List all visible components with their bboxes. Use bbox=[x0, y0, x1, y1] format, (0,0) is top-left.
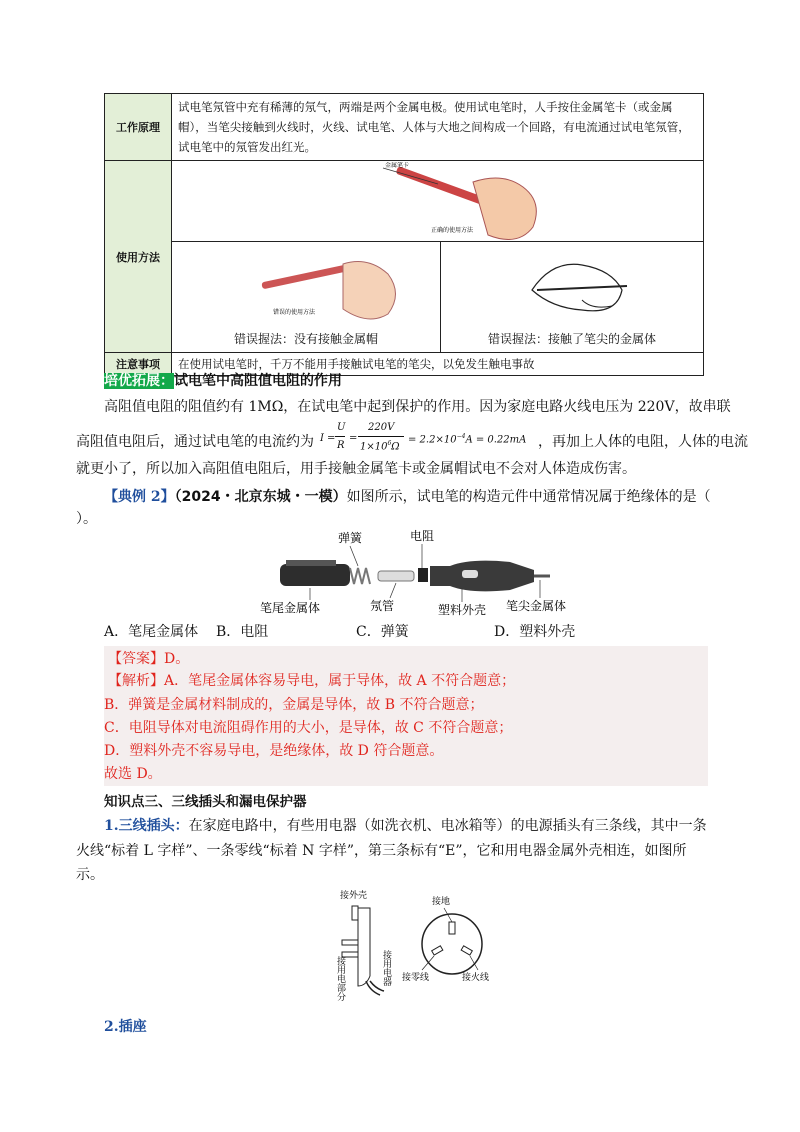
example-tag: 【典例 2】 bbox=[104, 489, 175, 505]
pen-hand-correct-icon bbox=[173, 162, 693, 240]
option-b: B．电阻 bbox=[216, 624, 269, 640]
answer-line: 【答案】D。 bbox=[108, 651, 190, 667]
row-label: 使用方法 bbox=[105, 161, 172, 353]
label-neon: 氖管 bbox=[370, 599, 395, 613]
extension-heading bbox=[104, 370, 342, 392]
pen-hand-wrong1-icon bbox=[173, 250, 439, 330]
extension-para: 就更小了，所以加入高阻值电阻后，用手接触金属笔卡或金属帽试电不会对人体造成伤害。 bbox=[76, 461, 636, 477]
answer-line: D．塑料外壳不容易导电，是绝缘体，故 D 符合题意。 bbox=[104, 743, 444, 759]
wrong-usage-2 bbox=[441, 242, 704, 353]
example-source: （2024・北京东城・一模） bbox=[174, 489, 347, 505]
label-live: 接火线 bbox=[462, 973, 490, 983]
option-c: C．弹簧 bbox=[356, 624, 409, 640]
correct-usage-figure bbox=[172, 161, 704, 242]
row-label: 注意事项 bbox=[105, 353, 172, 376]
sub-title: 三线插头： bbox=[118, 818, 189, 834]
label-part: 接用电部分 bbox=[335, 956, 345, 1001]
example-question: 【典例 2】（2024・北京东城・一模）如图所示，试电笔的构造元件中通常情况属于绝缘体的是（ bbox=[104, 489, 711, 505]
three-pin-plug-figure bbox=[322, 886, 522, 1006]
current-formula: I = U R = 220V $1\times 10^6\Omega$ = $2.2\times 10^{-4}A = 0.22mA$ bbox=[320, 422, 527, 453]
caption: 错误握法：没有接触金属帽 bbox=[233, 332, 378, 346]
extension-para: 高阻值电阻的阻值约有 1MΩ，在试电笔中起到保护的作用。因为家庭电路火线电压为 220V，故串联 bbox=[104, 399, 731, 415]
option-a: A．笔尾金属体 bbox=[104, 624, 199, 640]
figure-label: 错误的使用方法 bbox=[273, 309, 316, 316]
extension-tag: 培优拓展： bbox=[104, 373, 174, 389]
answer-line: C．电阻导体对电流阻碍作用的大小，是导体，故 C 不符合题意； bbox=[104, 720, 513, 736]
label-tail: 笔尾金属体 bbox=[260, 601, 321, 615]
extension-para: ，再加上人体的电阻，人体的电流 bbox=[538, 434, 748, 450]
table-row bbox=[105, 94, 704, 161]
answer-line: 【解析】A．笔尾金属体容易导电，属于导体，故 A 不符合题意； bbox=[108, 673, 516, 689]
label-ground: 接地 bbox=[432, 897, 451, 907]
label-resistor: 电阻 bbox=[410, 529, 435, 543]
example-question-end: ）。 bbox=[76, 511, 97, 527]
knowledge-para: 示。 bbox=[76, 867, 104, 883]
extension-para: 高阻值电阻后，通过试电笔的电流约为 bbox=[76, 434, 314, 450]
label-shell: 塑料外壳 bbox=[438, 603, 487, 617]
extension-title: 试电笔中高阻值电阻的作用 bbox=[174, 373, 342, 389]
label-shell: 接外壳 bbox=[340, 891, 368, 901]
answer-panel bbox=[104, 646, 708, 786]
knowledge-para: 火线“标着 L 字样”、一条零线“标着 N 字样”，第三条标有“E”，它和用电器金属外壳相连，如图所 bbox=[76, 843, 687, 859]
label-spring: 弹簧 bbox=[338, 531, 363, 545]
wrong-usage-1 bbox=[172, 242, 441, 353]
label-device: 接用电器 bbox=[381, 950, 391, 986]
label-neutral: 接零线 bbox=[402, 973, 430, 983]
knowledge-para: 1.三线插头：在家庭电路中，有些用电器（如洗衣机、电冰箱等）的电源插头有三条线，其中一条 bbox=[104, 818, 707, 834]
figure-label: 正确的使用方法 bbox=[431, 227, 474, 234]
row-text: 试电笔氖管中充有稀薄的氖气，两端是两个金属电极。使用试电笔时，人手按住金属笔卡（或金属帽），当笔尖接触到火线时，火线、试电笔、人体与大地之间构成一个回路，有电流通过试电笔氖管，试电笔中的氖管发出红光。 bbox=[172, 94, 704, 161]
answer-line: B．弹簧是金属材料制成的，金属是导体，故 B 不符合题意； bbox=[104, 697, 484, 713]
answer-line: 故选 D。 bbox=[104, 766, 162, 782]
option-d: D．塑料外壳 bbox=[494, 624, 576, 640]
label-tip: 笔尖金属体 bbox=[506, 599, 567, 613]
table-row bbox=[105, 161, 704, 242]
info-table bbox=[104, 93, 704, 376]
figure-label: 金属笔卡 bbox=[385, 162, 410, 169]
tester-parts-figure bbox=[250, 528, 580, 620]
table-row bbox=[105, 242, 704, 353]
row-text: 在使用试电笔时，千万不能用手接触试电笔的笔尖，以免发生触电事故 bbox=[172, 353, 704, 376]
sub-title: 2.插座 bbox=[104, 1019, 147, 1035]
pen-hand-wrong2-icon bbox=[442, 250, 702, 330]
row-label: 工作原理 bbox=[105, 94, 172, 161]
caption: 错误握法：接触了笔尖的金属体 bbox=[487, 332, 656, 346]
section-title: 知识点三、三线插头和漏电保护器 bbox=[104, 794, 307, 810]
